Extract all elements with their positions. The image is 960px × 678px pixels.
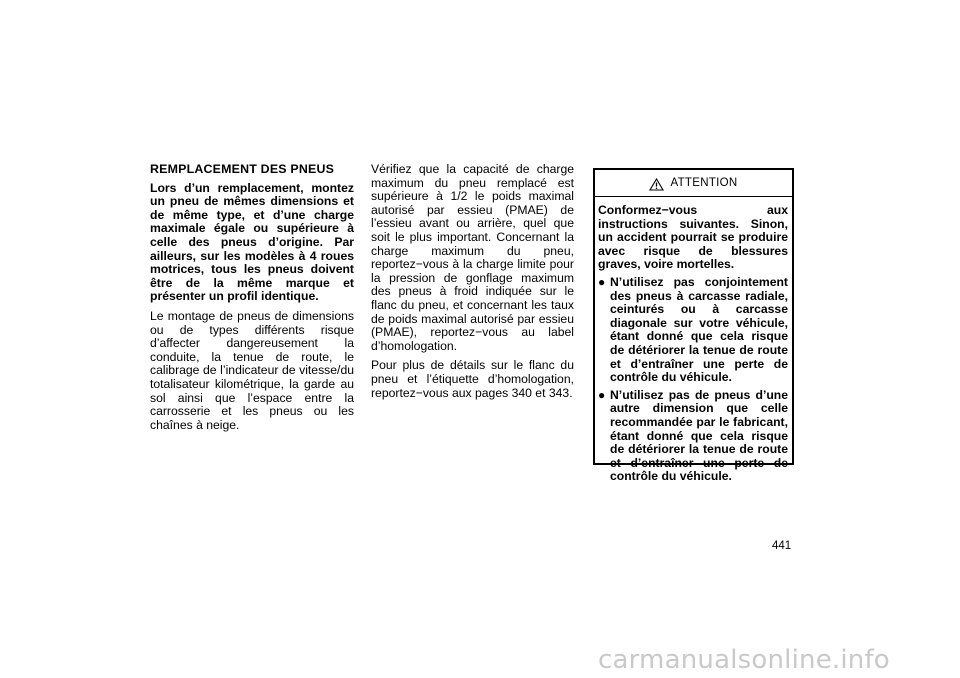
tire-mismatch-explanation: Le montage de pneus de dimensions ou de types différents risque d’affecter dangereusement la conduite, la tenue de route, le calibrage de l’indicateur de vitesse/du totalisateur kilométrique, la garde au sol ainsi que l’espace entre la carrosserie et les pneus ou les chaînes à neige.	[150, 308, 354, 432]
warning-intro: Conformez−vous aux instructions suivantes. Sinon, un accident pourrait se produire avec risque de blessures graves, voire mortelles.	[598, 203, 788, 272]
page-number: 441	[772, 540, 792, 552]
bullet-dot-icon: ●	[598, 387, 606, 402]
warning-body	[595, 197, 792, 484]
watermark: carmanualsonline.info	[598, 645, 890, 675]
middle-column	[371, 163, 574, 406]
section-heading: REMPLACEMENT DES PNEUS	[150, 162, 335, 176]
warning-triangle-icon	[649, 178, 664, 191]
warning-box	[593, 168, 794, 484]
left-column	[150, 163, 354, 438]
warning-bullet-text: N’utilisez pas de pneus d’une autre dimension que celle recommandée par le fabricant, étant donné que cela risque de détériorer la tenue de route et d’entraîner une perte de contrôle du véhicule.	[610, 387, 788, 484]
page-reference-paragraph: Pour plus de détails sur le flanc du pneu et l’étiquette d’homologation, reportez−vous aux pages 340 et 343.	[371, 358, 574, 400]
warning-bullet	[598, 276, 788, 385]
warning-bullet	[598, 389, 788, 484]
tire-replacement-instructions: Lors d’un remplacement, montez un pneu de mêmes dimensions et de même type, et d’une charge maximale égale ou supérieure à celle des pneus d’origine. Par ailleurs, sur les modèles à 4 roues motrices, tous les pneus doivent être de la même marque et présenter un profil identique.	[150, 180, 354, 304]
warning-title: ATTENTION	[670, 177, 738, 190]
warning-bullet-text: N’utilisez pas conjointement des pneus à carcasse radiale, ceinturés ou à carcasse diagonale sur votre véhicule, étant donné que cela risque de détériorer la tenue de route et d’entraîner une perte de contrôle du véhicule.	[610, 274, 788, 385]
bullet-dot-icon: ●	[598, 274, 606, 289]
warning-header	[595, 172, 792, 196]
load-capacity-paragraph: Vérifiez que la capacité de charge maximum du pneu remplacé est supérieure à 1/2 le poids maximal autorisé par essieu (PMAE) de l’essieu avant ou arrière, quel que soit le plus important. Concernant la charge maximum du pneu, reportez−vous à la charge limite pour la pression de gonflage maximum des pneus à froid indiquée sur le flanc du pneu, et concernant les taux de poids maximal autorisé par essieu (PMAE), reportez−vous au label d’homologation.	[371, 162, 574, 353]
